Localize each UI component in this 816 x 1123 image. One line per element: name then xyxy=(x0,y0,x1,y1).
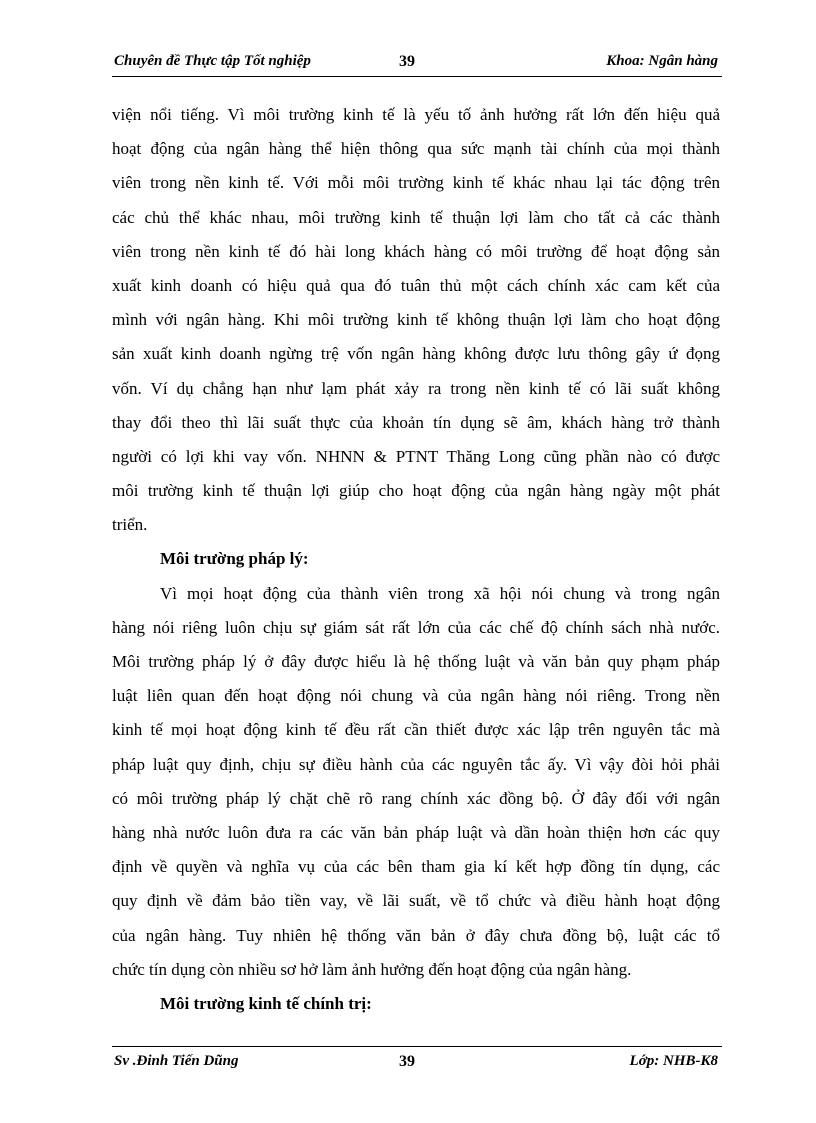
paragraph-line: hàng nói riêng luôn chịu sự giám sát rất lớn của các chế độ chính sách nhà nước. xyxy=(112,617,720,637)
section-heading-legal-environment: Môi trường pháp lý: xyxy=(160,549,309,569)
body-text xyxy=(112,98,720,1021)
paragraph-line: viện nổi tiếng. Vì môi trường kinh tế là yếu tố ảnh hưởng rất lớn đến hiệu quả xyxy=(112,105,720,124)
paragraph-line: chức tín dụng còn nhiều sơ hở làm ảnh hưởng đến hoạt động của ngân hàng. xyxy=(112,959,632,979)
footer-student-name: Sv .Đinh Tiến Dũng xyxy=(114,1053,239,1069)
paragraph-line: môi trường kinh tế thuận lợi giúp cho hoạt động của ngân hàng ngày một phát xyxy=(112,481,720,501)
section-heading-economic-political-environment: Môi trường kinh tế chính trị: xyxy=(160,993,372,1013)
paragraph-line: viên trong nền kinh tế. Với mỗi môi trường kinh tế khác nhau lại tác động trên xyxy=(112,173,720,193)
footer-class: Lớp: NHB-K8 xyxy=(629,1053,718,1069)
paragraph-line: Môi trường pháp lý ở đây được hiểu là hệ thống luật và văn bản quy phạm pháp xyxy=(112,652,720,671)
paragraph-line: hoạt động của ngân hàng thể hiện thông qua sức mạnh tài chính của mọi thành xyxy=(112,139,720,159)
paragraph-line: người có lợi khi vay vốn. NHNN & PTNT Thăng Long cũng phần nào có được xyxy=(112,446,720,466)
page-header xyxy=(112,50,722,77)
footer-page-number: 39 xyxy=(399,1053,415,1070)
paragraph-line: thay đổi theo thì lãi suất thực của khoản tín dụng sẽ âm, khách hàng trở thành xyxy=(112,412,720,432)
page-footer xyxy=(112,1046,722,1075)
paragraph-line: định về quyền và nghĩa vụ của các bên tham gia kí kết hợp đồng tín dụng, các xyxy=(112,857,720,877)
paragraph-line: kinh tế mọi hoạt động kinh tế đều rất cần thiết được xác lập trên nguyên tắc mà xyxy=(112,720,720,740)
paragraph-line: của ngân hàng. Tuy nhiên hệ thống văn bản ở đây chưa đồng bộ, luật các tổ xyxy=(112,925,720,945)
header-document-title: Chuyên đề Thực tập Tốt nghiệp xyxy=(114,53,311,69)
paragraph-line: quy định về đảm bảo tiền vay, về lãi suất, về tổ chức và điều hành hoạt động xyxy=(112,891,720,911)
paragraph-line: triển. xyxy=(112,515,148,535)
paragraph-line: có môi trường pháp lý chặt chẽ rõ rang chính xác đồng bộ. Ở đây đối với ngân xyxy=(112,788,720,808)
paragraph-line: hàng nhà nước luôn đưa ra các văn bản pháp luật và dần hoàn thiện hơn các quy xyxy=(112,822,720,842)
paragraph-line: mình với ngân hàng. Khi môi trường kinh tế không thuận lợi làm cho hoạt động xyxy=(112,310,720,330)
paragraph-line: luật liên quan đến hoạt động nói chung và của ngân hàng nói riêng. Trong nền xyxy=(112,686,720,706)
header-faculty: Khoa: Ngân hàng xyxy=(606,53,718,69)
paragraph-line: các chủ thể khác nhau, môi trường kinh tế thuận lợi làm cho tất cả các thành xyxy=(112,207,720,227)
header-page-number: 39 xyxy=(399,53,415,70)
paragraph-line: xuất kinh doanh có hiệu quả qua đó tuân thủ một cách chính xác cam kết của xyxy=(112,275,720,295)
paragraph-line: viên trong nền kinh tế đó hài long khách hàng có môi trường để hoạt động sản xyxy=(112,241,720,261)
paragraph-line: sản xuất kinh doanh ngừng trệ vốn ngân hàng không được lưu thông gây ứ đọng xyxy=(112,344,720,364)
paragraph-line: Vì mọi hoạt động của thành viên trong xã hội nói chung và trong ngân xyxy=(160,583,720,603)
paragraph-line: vốn. Ví dụ chẳng hạn như lạm phát xảy ra trong nền kinh tế có lãi suất không xyxy=(112,378,720,398)
paragraph-line: pháp luật quy định, chịu sự điều hành của các nguyên tắc ấy. Vì vậy đòi hỏi phải xyxy=(112,754,720,774)
